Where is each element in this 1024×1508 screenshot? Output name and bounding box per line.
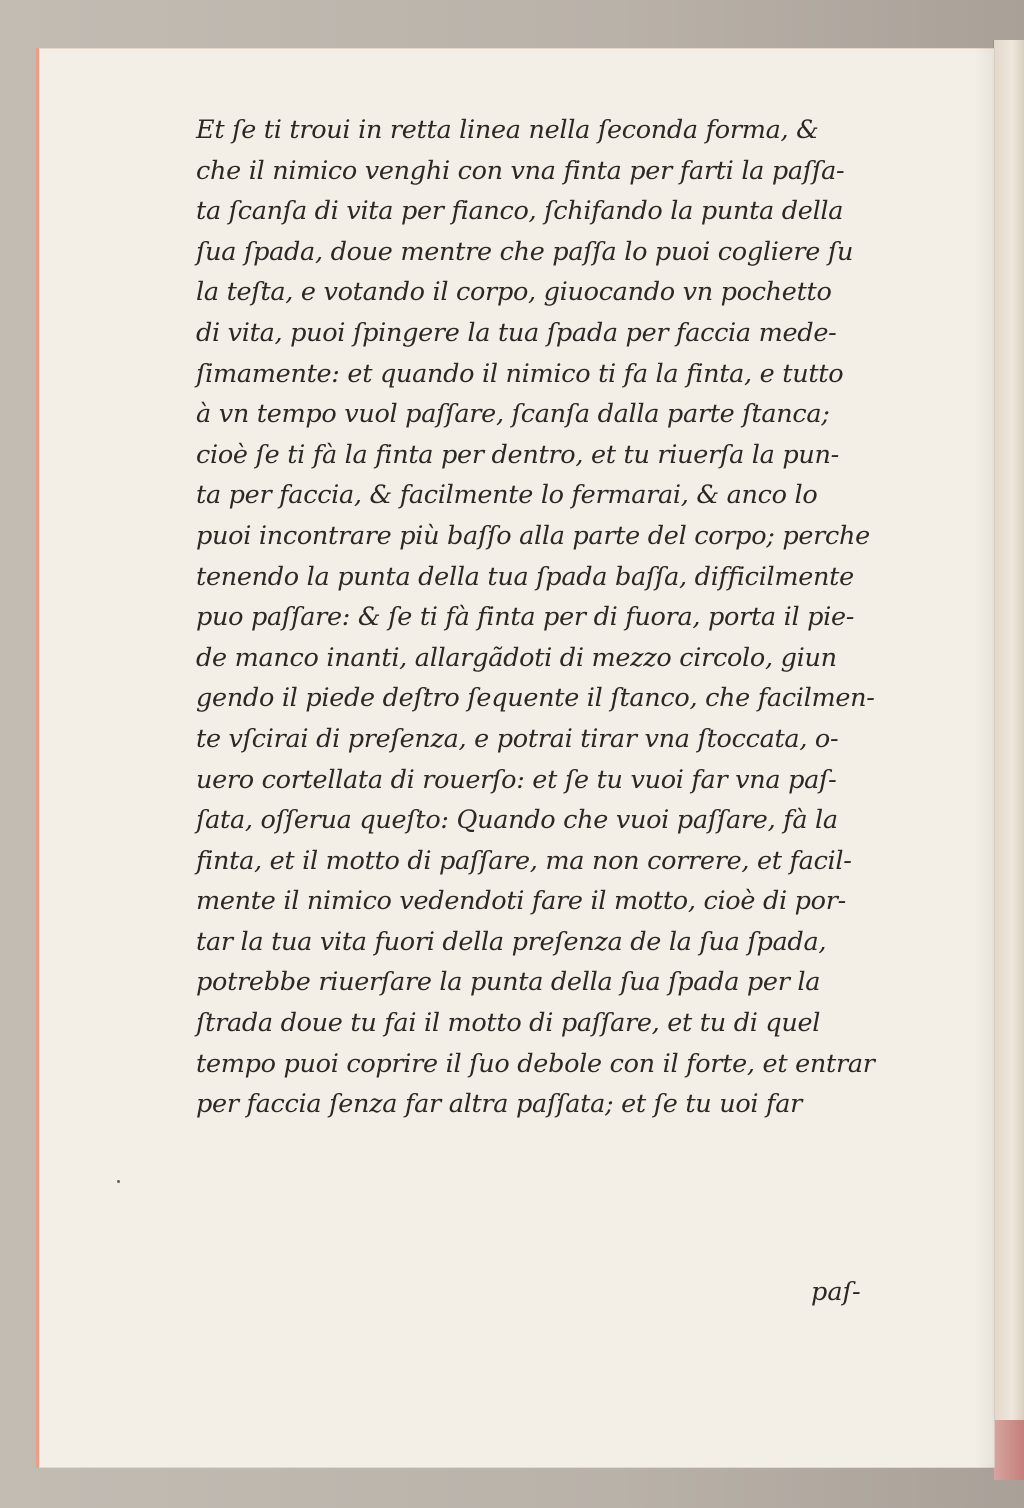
text-line: mente il nimico vedendoti fare il motto, cioè di por-: [196, 886, 846, 917]
page-text: [196, 110, 936, 1125]
text-line: tempo puoi coprire il ſuo debole con il forte, et entrar: [196, 1048, 875, 1079]
paper-speck: [117, 1180, 120, 1183]
text-line: che il nimico venghi con vna finta per farti la paſſa-: [196, 155, 845, 186]
text-line: tar la tua vita fuori della preſenza de la ſua ſpada,: [196, 926, 827, 957]
text-line: potrebbe riuerſare la punta della ſua ſpada per la: [196, 967, 821, 998]
text-line: ſata, oſſerua queſto: Quando che vuoi paſſare, fà la: [196, 805, 838, 836]
text-line: ſimamente: et quando il nimico ti fa la finta, e tutto: [196, 358, 844, 389]
text-line: puoi incontrare più baſſo alla parte del corpo; perche: [196, 520, 870, 551]
text-line: ſua ſpada, doue mentre che paſſa lo puoi cogliere ſu: [196, 236, 854, 267]
text-line: gendo il piede deſtro ſequente il ſtanco, che facilmen-: [196, 683, 875, 714]
text-line: de manco inanti, allargãdoti di mezzo circolo, giun: [196, 642, 837, 673]
text-line: la teſta, e votando il corpo, giuocando vn pochetto: [196, 277, 832, 308]
text-line: ta per faccia, & facilmente lo fermarai, & anco lo: [196, 480, 818, 511]
text-line: à vn tempo vuol paſſare, ſcanſa dalla parte ſtanca;: [196, 399, 830, 430]
text-line: per faccia ſenza far altra paſſata; et ſe tu uoi far: [196, 1089, 802, 1120]
next-page-edge: [993, 40, 1024, 1460]
text-line: cioè ſe ti fà la finta per dentro, et tu riuerſa la pun-: [196, 439, 839, 470]
text-line: ta ſcanſa di vita per fianco, ſchifando la punta della: [196, 196, 844, 227]
catchword: paſ-: [811, 1277, 861, 1307]
text-line: tenendo la punta della tua ſpada baſſa, difficilmente: [196, 561, 854, 592]
text-line: puo paſſare: & ſe ti fà finta per di fuora, porta il pie-: [196, 602, 855, 633]
text-line: ſtrada doue tu fai il motto di paſſare, et tu di quel: [196, 1008, 821, 1039]
text-line: finta, et il motto di paſſare, ma non correre, et facil-: [196, 845, 852, 876]
book-cover-corner: [994, 1420, 1024, 1480]
text-line: uero cortellata di rouerſo: et ſe tu vuoi far vna paſ-: [196, 764, 837, 795]
text-line: Et ſe ti troui in retta linea nella ſeconda forma, &: [196, 115, 819, 145]
text-line: te vſcirai di preſenza, e potrai tirar vna ſtoccata, o-: [196, 723, 839, 754]
text-line: di vita, puoi ſpingere la tua ſpada per faccia mede-: [196, 317, 837, 348]
